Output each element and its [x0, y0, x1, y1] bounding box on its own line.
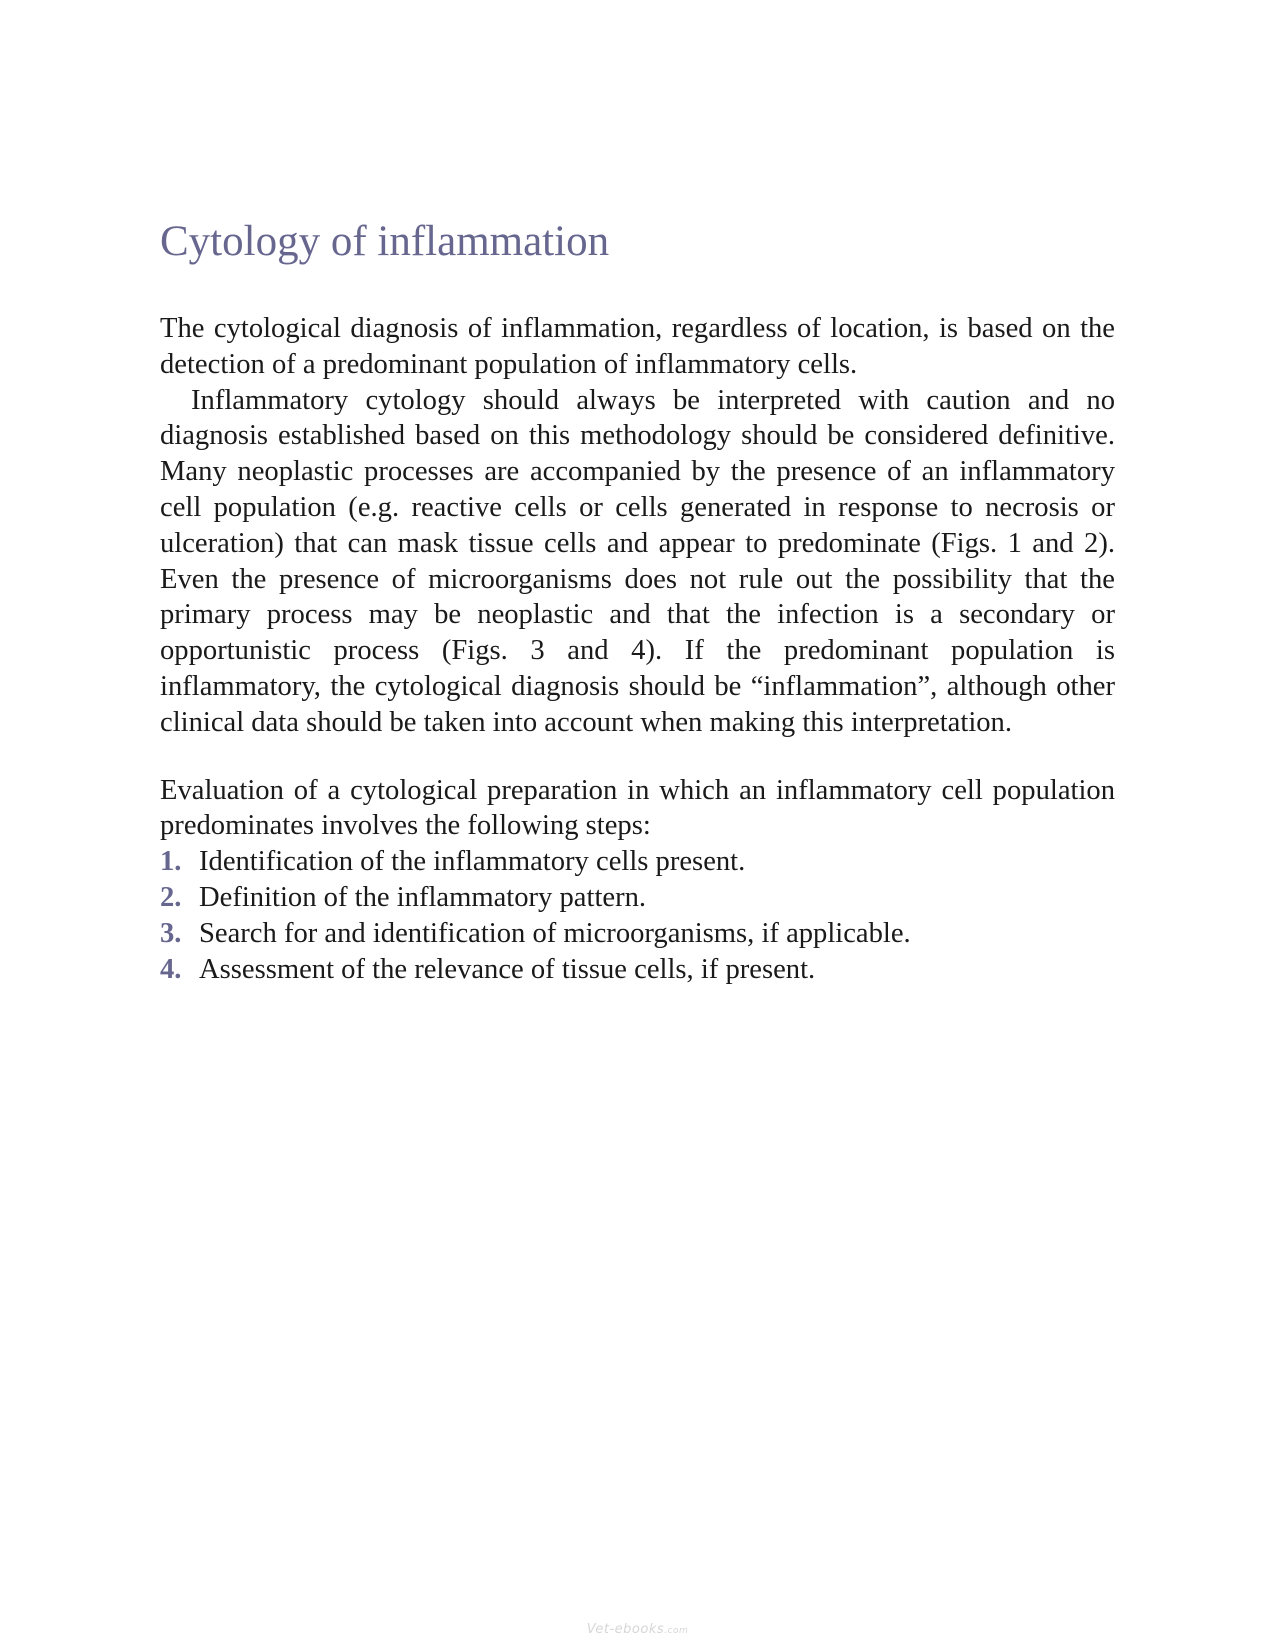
- step-number: 1.: [160, 846, 182, 878]
- watermark-text: Vet-ebooks: [586, 1622, 665, 1637]
- list-item: [160, 952, 1115, 988]
- watermark-logo: [0, 1622, 1275, 1637]
- list-item: [160, 844, 1115, 880]
- step-text: Definition of the inflammatory pattern.: [199, 881, 647, 913]
- list-item: [160, 880, 1115, 916]
- step-text: Assessment of the relevance of tissue cells, if present.: [199, 953, 816, 985]
- list-item: [160, 916, 1115, 952]
- step-number: 2.: [160, 881, 182, 913]
- steps-list: [160, 844, 1115, 987]
- evaluation-paragraph: Evaluation of a cytological preparation in which an inflammatory cell population predominates involves the following steps:: [160, 774, 1115, 842]
- step-text: Search for and identification of microorganisms, if applicable.: [199, 917, 911, 949]
- intro-paragraph: The cytological diagnosis of inflammation, regardless of location, is based on the detection of a predominant population of inflammatory cells.: [160, 313, 1115, 380]
- caution-paragraph: Inflammatory cytology should always be interpreted with caution and no diagnosis established based on this methodology should be considered definitive. Many neoplastic processes are accompanied by the presence of an inflammatory cell population (e.g. reactive cells or cells generated in response to necrosis or ulceration) that can mask tissue cells and appear to predominate (Figs. 1 and 2). Even the presence of microorganisms does not rule out the possibility that the primary process may be neoplastic and that the infection is a secondary or opportunistic process (Figs. 3 and 4). If the predominant population is inflammatory, the cytological diagnosis should be “inflammation”, although other clinical data should be taken into account when making this interpretation.: [160, 384, 1115, 738]
- page-content: [160, 212, 1115, 987]
- step-number: 3.: [160, 917, 182, 949]
- watermark-suffix: .com: [664, 1626, 689, 1636]
- step-number: 4.: [160, 953, 182, 985]
- page-title: Cytology of inflammation: [160, 218, 610, 265]
- step-text: Identification of the inflammatory cells present.: [199, 846, 746, 878]
